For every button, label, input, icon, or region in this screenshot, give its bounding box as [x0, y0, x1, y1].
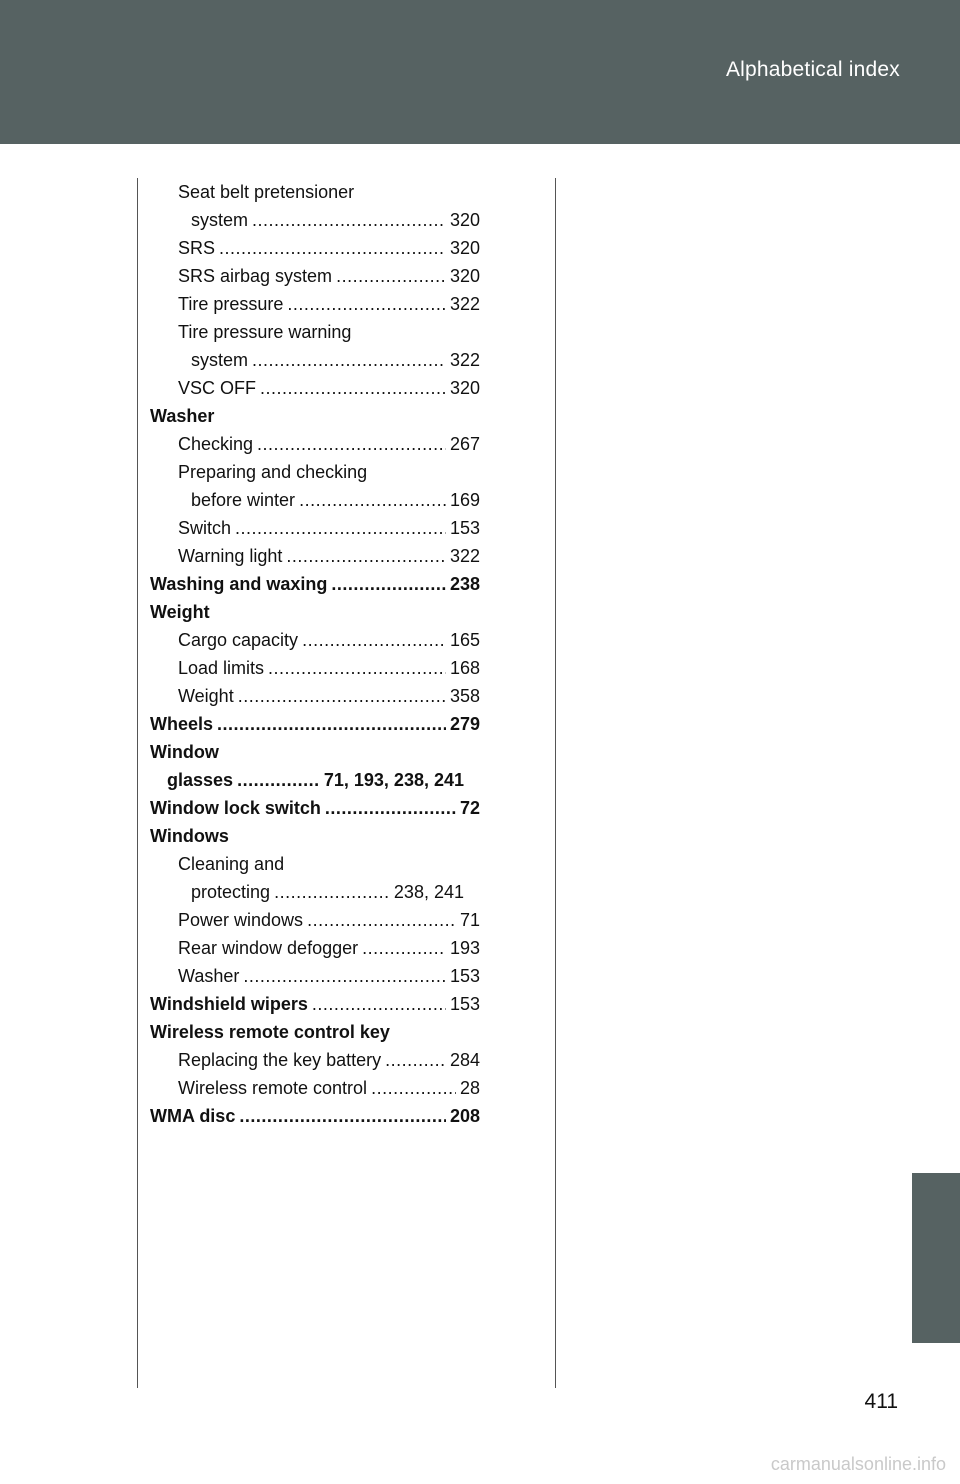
index-entry: before winter ..... 169: [150, 486, 480, 514]
index-heading: Weight: [150, 602, 210, 622]
index-entry: SRS ..... 320: [150, 234, 480, 262]
watermark: carmanualsonline.info: [770, 1454, 946, 1474]
section-title: Alphabetical index: [725, 58, 900, 81]
index-entry: Warning light ..... 322: [150, 542, 480, 570]
index-column: [150, 178, 480, 1130]
chapter-tab: [912, 1173, 960, 1343]
index-entry: Seat belt pretensioner: [178, 182, 355, 202]
index-entry: system ..... 322: [150, 346, 480, 374]
index-entry: Switch ..... 153: [150, 514, 480, 542]
index-entry: Load limits ..... 168: [150, 654, 480, 682]
index-entry: SRS airbag system ..... 320: [150, 262, 480, 290]
index-entry: protecting ..... 238, 241: [150, 878, 480, 906]
page-number: 411: [864, 1390, 898, 1413]
index-heading: Window lock switch ..... 72: [150, 794, 480, 822]
index-heading: glasses ..... 71, 193, 238, 241: [150, 766, 480, 794]
index-heading: Wheels ..... 279: [150, 710, 480, 738]
index-entry: system ..... 320: [150, 206, 480, 234]
index-entry: Preparing and checking: [178, 462, 368, 482]
index-entry: Cleaning and: [178, 854, 285, 874]
index-entry: Washer ..... 153: [150, 962, 480, 990]
index-entry: Tire pressure warning: [178, 322, 352, 342]
index-entry: Wireless remote control ..... 28: [150, 1074, 480, 1102]
index-heading: Window: [150, 742, 219, 762]
column-rule-left: [137, 178, 138, 1388]
index-entry: Cargo capacity ..... 165: [150, 626, 480, 654]
index-entry: Weight ..... 358: [150, 682, 480, 710]
index-entry: VSC OFF ..... 320: [150, 374, 480, 402]
index-entry: Replacing the key battery ..... 284: [150, 1046, 480, 1074]
index-heading: Windshield wipers ..... 153: [150, 990, 480, 1018]
column-rule-right: [555, 178, 556, 1388]
index-heading: Wireless remote control key: [150, 1022, 390, 1042]
index-heading: Windows: [150, 826, 229, 846]
index-entry: Rear window defogger ..... 193: [150, 934, 480, 962]
index-heading: WMA disc ..... 208: [150, 1102, 480, 1130]
page-header: [0, 0, 960, 144]
index-entry: Power windows ..... 71: [150, 906, 480, 934]
index-entry: Tire pressure ..... 322: [150, 290, 480, 318]
index-heading: Washing and waxing ..... 238: [150, 570, 480, 598]
index-entry: Checking ..... 267: [150, 430, 480, 458]
index-heading: Washer: [150, 406, 215, 426]
